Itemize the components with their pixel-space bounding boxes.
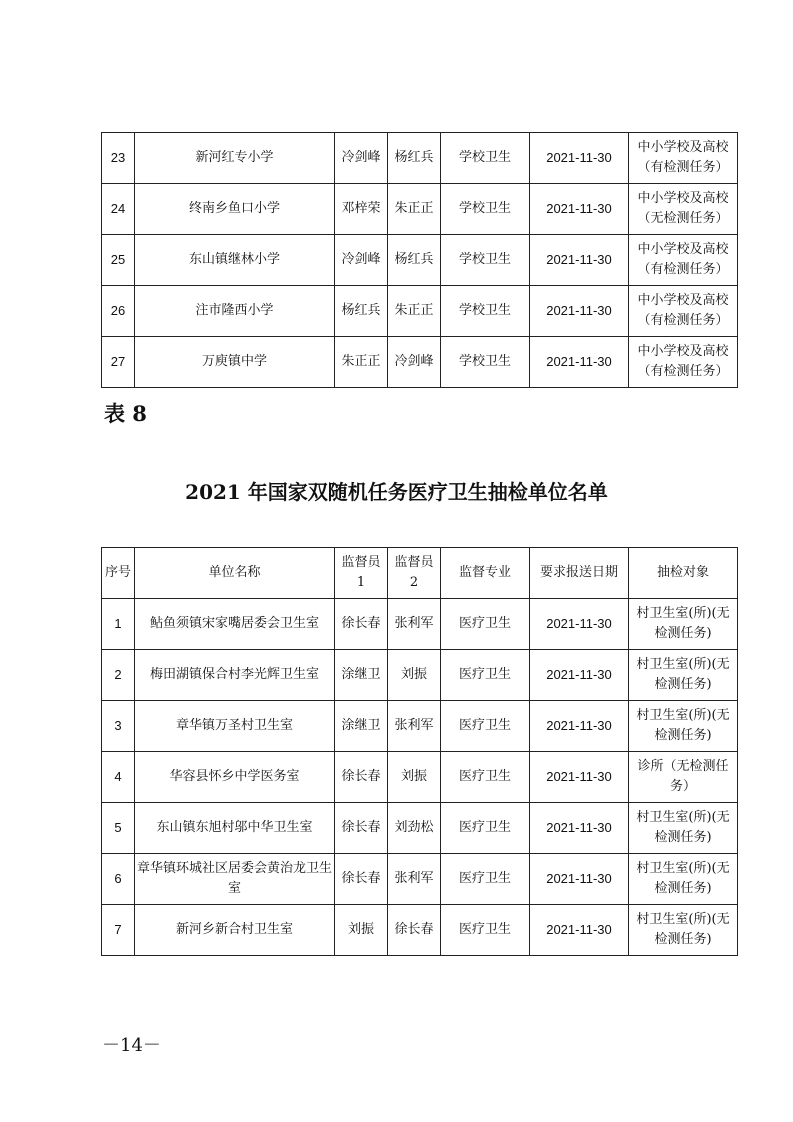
row-number: 2 [102, 650, 135, 701]
row-number: 23 [102, 133, 135, 184]
medical-table-body [102, 548, 738, 956]
inspection-target [629, 701, 738, 752]
inspector-2: 朱正正 [388, 184, 441, 235]
continued-inspection-table [101, 132, 738, 388]
report-date: 2021-11-30 [530, 286, 629, 337]
table-row [102, 905, 738, 956]
inspection-target [629, 599, 738, 650]
inspection-target [629, 286, 738, 337]
inspector-2: 张利军 [388, 701, 441, 752]
specialty: 医疗卫生 [441, 803, 530, 854]
row-number: 4 [102, 752, 135, 803]
inspector-2: 张利军 [388, 599, 441, 650]
specialty: 学校卫生 [441, 235, 530, 286]
report-date: 2021-11-30 [530, 184, 629, 235]
inspector-1: 刘振 [335, 905, 388, 956]
header-no: 序号 [102, 548, 135, 599]
continued-table-body [102, 133, 738, 388]
document-title: 2021 年国家双随机任务医疗卫生抽检单位名单 [185, 480, 608, 504]
row-number: 5 [102, 803, 135, 854]
inspection-target-line: 中小学校及高校 [637, 293, 729, 308]
inspection-target-line: 中小学校及高校 [637, 140, 729, 155]
specialty: 学校卫生 [441, 184, 530, 235]
inspection-target-line: 检测任务) [654, 932, 712, 947]
report-date: 2021-11-30 [530, 854, 629, 905]
table-header-row [102, 548, 738, 599]
inspection-target [629, 650, 738, 701]
report-date: 2021-11-30 [530, 905, 629, 956]
inspector-1: 徐长春 [335, 599, 388, 650]
row-number: 26 [102, 286, 135, 337]
header-unit: 单位名称 [135, 548, 335, 599]
specialty: 医疗卫生 [441, 854, 530, 905]
table-row [102, 599, 738, 650]
specialty: 医疗卫生 [441, 752, 530, 803]
inspection-target [629, 752, 738, 803]
inspector-1: 涂继卫 [335, 701, 388, 752]
report-date: 2021-11-30 [530, 650, 629, 701]
unit-name: 东山镇继林小学 [135, 235, 335, 286]
inspection-target-line: （有检测任务） [637, 262, 729, 277]
report-date: 2021-11-30 [530, 599, 629, 650]
inspector-2: 刘劲松 [388, 803, 441, 854]
table-row [102, 133, 738, 184]
unit-name: 新河乡新合村卫生室 [135, 905, 335, 956]
inspection-target [629, 235, 738, 286]
inspection-target-line: 村卫生室(所)(无 [636, 657, 730, 672]
inspection-target-line: 诊所（无检测任 [637, 759, 729, 774]
inspector-2: 刘振 [388, 752, 441, 803]
inspection-target-line: 村卫生室(所)(无 [636, 708, 730, 723]
unit-name: 注市隆西小学 [135, 286, 335, 337]
inspection-target-line: （有检测任务） [637, 160, 729, 175]
inspection-target-line: 检测任务) [654, 677, 712, 692]
inspection-target-line: 中小学校及高校 [637, 344, 729, 359]
inspection-target [629, 184, 738, 235]
unit-name: 万庾镇中学 [135, 337, 335, 388]
report-date: 2021-11-30 [530, 337, 629, 388]
table-row [102, 854, 738, 905]
unit-name: 东山镇东旭村邬中华卫生室 [135, 803, 335, 854]
inspector-1: 邓梓荣 [335, 184, 388, 235]
medical-inspection-table [101, 547, 738, 956]
specialty: 医疗卫生 [441, 650, 530, 701]
row-number: 6 [102, 854, 135, 905]
unit-name: 新河红专小学 [135, 133, 335, 184]
inspection-target-line: （无检测任务） [637, 211, 729, 226]
specialty: 学校卫生 [441, 133, 530, 184]
unit-name: 梅田湖镇保合村李光辉卫生室 [135, 650, 335, 701]
inspector-2: 张利军 [388, 854, 441, 905]
inspection-target-line: 检测任务) [654, 881, 712, 896]
inspection-target-line: 中小学校及高校 [637, 191, 729, 206]
inspection-target-line: 检测任务) [654, 728, 712, 743]
specialty: 学校卫生 [441, 286, 530, 337]
inspection-target-line: （有检测任务） [637, 364, 729, 379]
specialty: 学校卫生 [441, 337, 530, 388]
row-number: 25 [102, 235, 135, 286]
table-row [102, 235, 738, 286]
unit-name: 鲇鱼须镇宋家嘴居委会卫生室 [135, 599, 335, 650]
table-row [102, 803, 738, 854]
table-row [102, 650, 738, 701]
unit-name: 章华镇万圣村卫生室 [135, 701, 335, 752]
specialty: 医疗卫生 [441, 599, 530, 650]
inspector-2: 刘振 [388, 650, 441, 701]
inspector-2: 杨红兵 [388, 133, 441, 184]
inspector-1: 朱正正 [335, 337, 388, 388]
report-date: 2021-11-30 [530, 752, 629, 803]
inspector-2: 朱正正 [388, 286, 441, 337]
inspector-1: 徐长春 [335, 803, 388, 854]
specialty: 医疗卫生 [441, 701, 530, 752]
inspector-1: 杨红兵 [335, 286, 388, 337]
header-inspector-1: 监督员 1 [335, 548, 388, 599]
header-target: 抽检对象 [629, 548, 738, 599]
specialty: 医疗卫生 [441, 905, 530, 956]
inspection-target [629, 133, 738, 184]
report-date: 2021-11-30 [530, 701, 629, 752]
inspection-target-line: 中小学校及高校 [637, 242, 729, 257]
unit-name: 华容县怀乡中学医务室 [135, 752, 335, 803]
inspection-target [629, 337, 738, 388]
row-number: 27 [102, 337, 135, 388]
report-date: 2021-11-30 [530, 235, 629, 286]
header-date: 要求报送日期 [530, 548, 629, 599]
inspector-1: 冷剑峰 [335, 235, 388, 286]
inspector-1: 徐长春 [335, 854, 388, 905]
inspector-2: 冷剑峰 [388, 337, 441, 388]
row-number: 24 [102, 184, 135, 235]
inspection-target-line: （有检测任务） [637, 313, 729, 328]
unit-name: 终南乡鱼口小学 [135, 184, 335, 235]
inspector-2: 徐长春 [388, 905, 441, 956]
inspection-target-line: 村卫生室(所)(无 [636, 861, 730, 876]
table-row [102, 286, 738, 337]
inspection-target [629, 905, 738, 956]
row-number: 7 [102, 905, 135, 956]
inspection-target-line: 务） [669, 779, 696, 794]
inspection-target-line: 村卫生室(所)(无 [636, 606, 730, 621]
report-date: 2021-11-30 [530, 133, 629, 184]
table-row [102, 337, 738, 388]
inspection-target-line: 村卫生室(所)(无 [636, 810, 730, 825]
inspection-target [629, 854, 738, 905]
inspector-1: 涂继卫 [335, 650, 388, 701]
inspection-target [629, 803, 738, 854]
table-row [102, 701, 738, 752]
row-number: 1 [102, 599, 135, 650]
inspector-1: 冷剑峰 [335, 133, 388, 184]
inspection-target-line: 检测任务) [654, 626, 712, 641]
inspection-target-line: 检测任务) [654, 830, 712, 845]
inspector-1: 徐长春 [335, 752, 388, 803]
unit-name: 章华镇环城社区居委会黄治龙卫生室 [135, 854, 335, 905]
inspection-target-line: 村卫生室(所)(无 [636, 912, 730, 927]
table-label: 表 8 [104, 401, 147, 426]
header-inspector-2: 监督员 2 [388, 548, 441, 599]
report-date: 2021-11-30 [530, 803, 629, 854]
header-specialty: 监督专业 [441, 548, 530, 599]
table-row [102, 752, 738, 803]
page-number: －14－ [102, 1035, 161, 1056]
row-number: 3 [102, 701, 135, 752]
inspector-2: 杨红兵 [388, 235, 441, 286]
table-row [102, 184, 738, 235]
